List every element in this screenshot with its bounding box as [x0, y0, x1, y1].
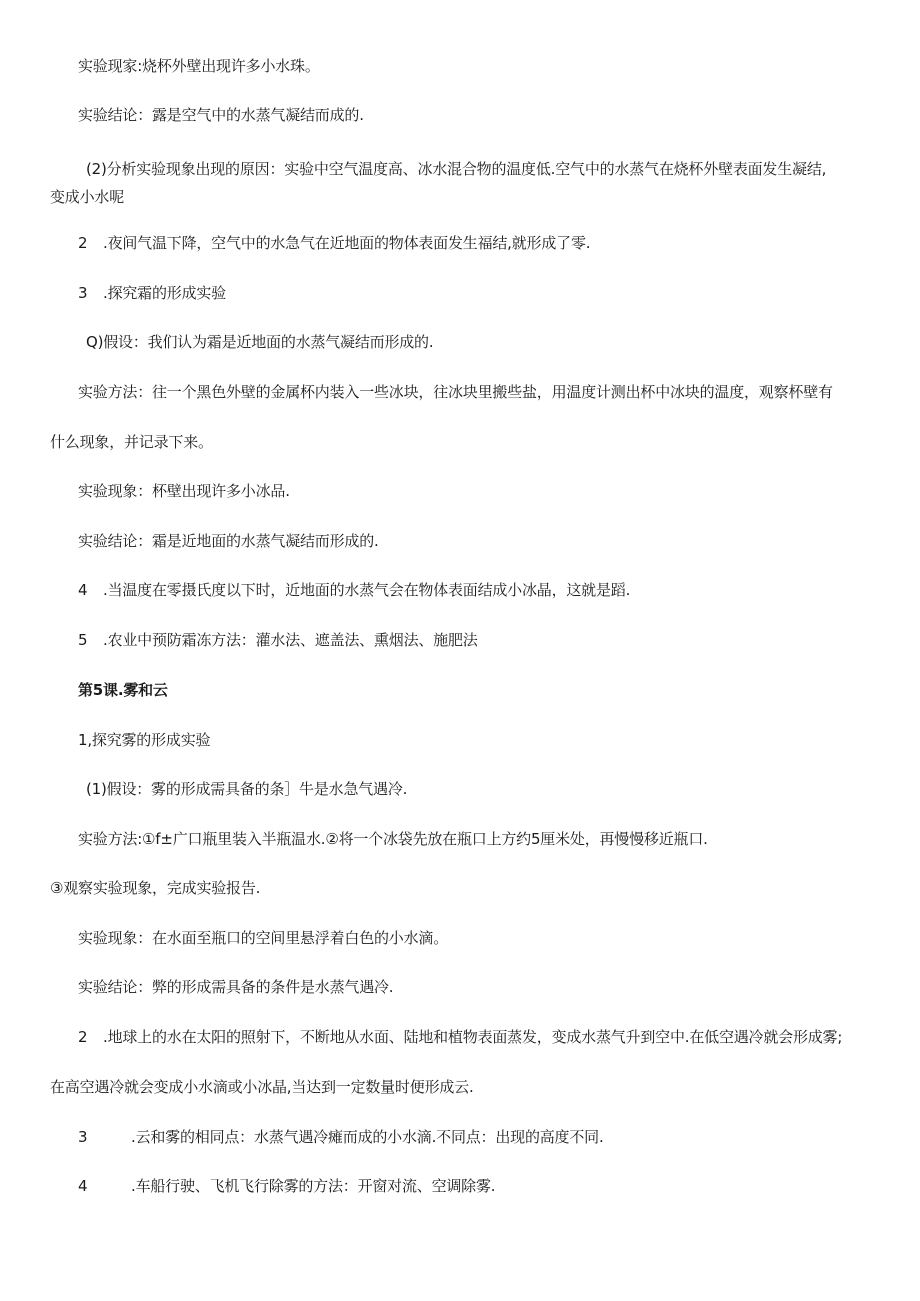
list-text: .探究霜的形成实验 [103, 284, 226, 302]
paragraph-fog-conclusion: 实验结论：弊的形成需具备的条件是水蒸气遇冷. [78, 978, 394, 996]
list-item-3 [78, 283, 226, 303]
list-text: .当温度在零摄氏度以下时，近地面的水蒸气会在物体表面结成小冰晶，这就是蹈. [103, 581, 631, 599]
section-heading: 第5课.雾和云 [78, 681, 168, 699]
list-number: 2 [78, 234, 88, 252]
list-item-2-fog [78, 1027, 842, 1047]
paragraph-fog-phenomenon: 实验现象：在水面至瓶口的空间里悬浮着白色的小水滴。 [78, 929, 449, 947]
list-text: .夜间气温下降，空气中的水急气在近地面的物体表面发生福结,就形成了零. [103, 234, 591, 252]
list-text: .地球上的水在太阳的照射下，不断地从水面、陆地和植物表面蒸发，变成水蒸气升到空中.在低空遇冷就会形成雾; [103, 1028, 843, 1046]
list-text: .车船行驶、飞机飞行除雾的方法：开窗对流、空调除雾. [131, 1177, 496, 1195]
list-number: 3 [78, 284, 88, 302]
paragraph-frost-method-cont: 什么现象，并记录下来。 [50, 433, 213, 451]
list-item-4 [78, 580, 630, 600]
paragraph-frost-conclusion: 实验结论：霜是近地面的水蒸气凝结而形成的. [78, 532, 379, 550]
paragraph-fog-method-cont: ③观察实验现象，完成实验报告. [50, 879, 261, 897]
list-number: 4 [78, 581, 88, 599]
paragraph-dew-analysis-cont: 变成小水呢 [50, 188, 125, 206]
list-number: 4 [78, 1177, 88, 1195]
list-item-4-fog [78, 1176, 495, 1196]
paragraph-cloud-cont: 在高空遇冷就会变成小水滴或小冰晶,当达到一定数量时便形成云. [50, 1078, 474, 1096]
paragraph-dew-phenomenon: 实验现家:烧杯外壁出现许多小水珠。 [78, 57, 320, 75]
paragraph-frost-method: 实验方法：往一个黑色外壁的金属杯内装入一些冰块，往冰块里搬些盐，用温度计测出杯中冰块的温度，观察杯壁有 [78, 383, 833, 401]
list-number: 2 [78, 1028, 88, 1046]
paragraph-dew-analysis: (2)分析实验现象出现的原因：实验中空气温度高、冰水混合物的温度低.空气中的水蒸气在烧杯外壁表面发生凝结, [86, 160, 827, 178]
list-text: .云和雾的相同点：水蒸气遇冷瘫而成的小水滴.不同点：出现的高度不同. [131, 1128, 604, 1146]
list-text: .农业中预防霜冻方法：灌水法、遮盖法、熏烟法、施肥法 [103, 631, 478, 649]
paragraph-fog-hypothesis: (1)假设：雾的形成需具备的条］牛是水急气遇冷. [86, 780, 408, 798]
list-item-3-fog [78, 1127, 604, 1147]
paragraph-fog-method: 实验方法:①f±广口瓶里装入半瓶温水.②将一个冰袋先放在瓶口上方约5厘米处，再慢慢移近瓶口. [78, 830, 708, 848]
list-number: 5 [78, 631, 88, 649]
paragraph-frost-hypothesis: Q)假设：我们认为霜是近地面的水蒸气凝结而形成的. [86, 333, 434, 351]
list-item-2 [78, 233, 590, 253]
list-number: 3 [78, 1128, 88, 1146]
list-item-5 [78, 630, 478, 650]
paragraph-fog-experiment: 1,探究雾的形成实验 [78, 731, 211, 749]
paragraph-dew-conclusion: 实验结论：露是空气中的水蒸气凝结而成的. [78, 106, 364, 124]
paragraph-frost-phenomenon: 实验现象：杯壁出现许多小冰品. [78, 482, 290, 500]
